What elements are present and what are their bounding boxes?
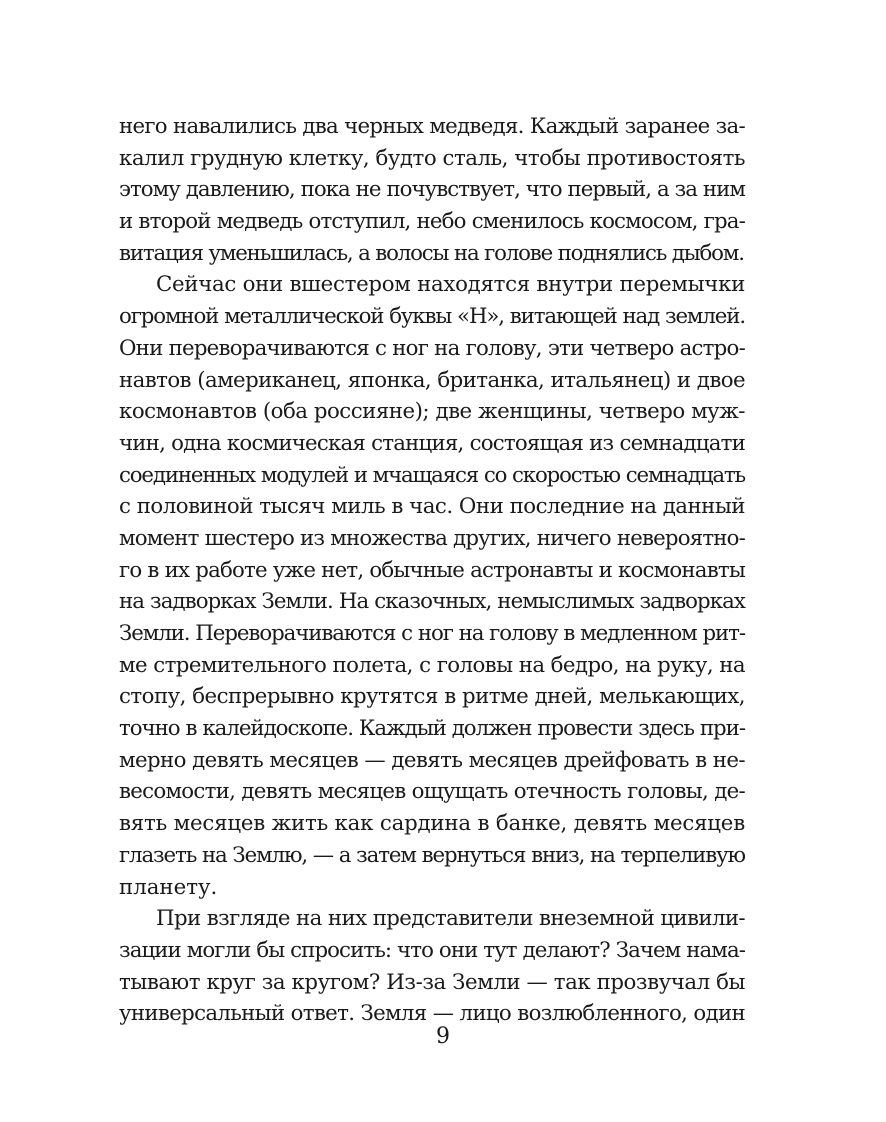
paragraph [119, 903, 745, 1030]
text-line: вять месяцев жить как сардина в банке, девять месяцев [119, 811, 745, 837]
text-line: Земли. Переворачиваются с ног на голову в медленном рит- [119, 621, 745, 646]
text-line: планету. [119, 874, 218, 900]
text-line: с половиной тысяч миль в час. Они последние на данный [119, 494, 745, 520]
text-line: универсальный ответ. Земля — лицо возлюбленного, один [119, 1001, 745, 1027]
text-line: этому давлению, пока не почувствует, что первый, а за ним [119, 177, 745, 203]
text-line: него навалились два черных медведя. Каждый заранее за- [119, 114, 745, 139]
page-number: 9 [436, 1024, 450, 1049]
paragraph [119, 269, 745, 903]
text-line: огромной металлической буквы «Н», витающей над землей. [119, 304, 745, 330]
text-line: момент шестеро из множества других, ничего невероятно- [119, 525, 745, 551]
text-line: зации могли бы спросить: что они тут делают? Зачем нама- [119, 937, 745, 963]
text-line: чин, одна космическая станция, состоящая из семнадцати [119, 430, 745, 456]
text-line: на задворках Земли. На сказочных, немыслимых задворках [119, 589, 745, 615]
text-line: витация уменьшилась, а волосы на голове поднялись дыбом. [119, 240, 744, 266]
text-line: и второй медведь отступил, небо сменилось космосом, гра- [119, 209, 745, 235]
text-line: При взгляде на них представители внеземной цивили- [156, 906, 745, 932]
text-line: соединенных модулей и мчащаяся со скоростью семнадцать [119, 462, 745, 488]
paragraph [119, 111, 745, 269]
text-line: го в их работе уже нет, обычные астронавты и космонавты [119, 557, 745, 583]
text-line: навтов (американец, японка, британка, итальянец) и двое [119, 367, 745, 393]
text-line: точно в калейдоскопе. Каждый должен провести здесь при- [119, 716, 745, 742]
text-line: глазеть на Землю, — а затем вернуться вниз, на терпеливую [119, 842, 745, 868]
body-text [119, 111, 745, 1030]
text-line: мерно девять месяцев — девять месяцев дрейфовать в не- [119, 747, 745, 773]
text-line: калил грудную клетку, будто сталь, чтобы противостоять [119, 145, 745, 171]
text-line: Они переворачиваются с ног на голову, эти четверо астро- [119, 335, 745, 361]
text-line: ме стремительного полета, с головы на бедро, на руку, на [119, 652, 745, 678]
text-line: весомости, девять месяцев ощущать отечность головы, де- [119, 779, 745, 805]
text-line: стопу, беспрерывно крутятся в ритме дней, мелькающих, [119, 684, 745, 710]
text-line: космонавтов (оба россияне); две женщины, четверо муж- [119, 399, 745, 425]
text-line: тывают круг за кругом? Из-за Земли — так прозвучал бы [119, 969, 745, 995]
text-line: Сейчас они вшестером находятся внутри перемычки [156, 272, 745, 298]
